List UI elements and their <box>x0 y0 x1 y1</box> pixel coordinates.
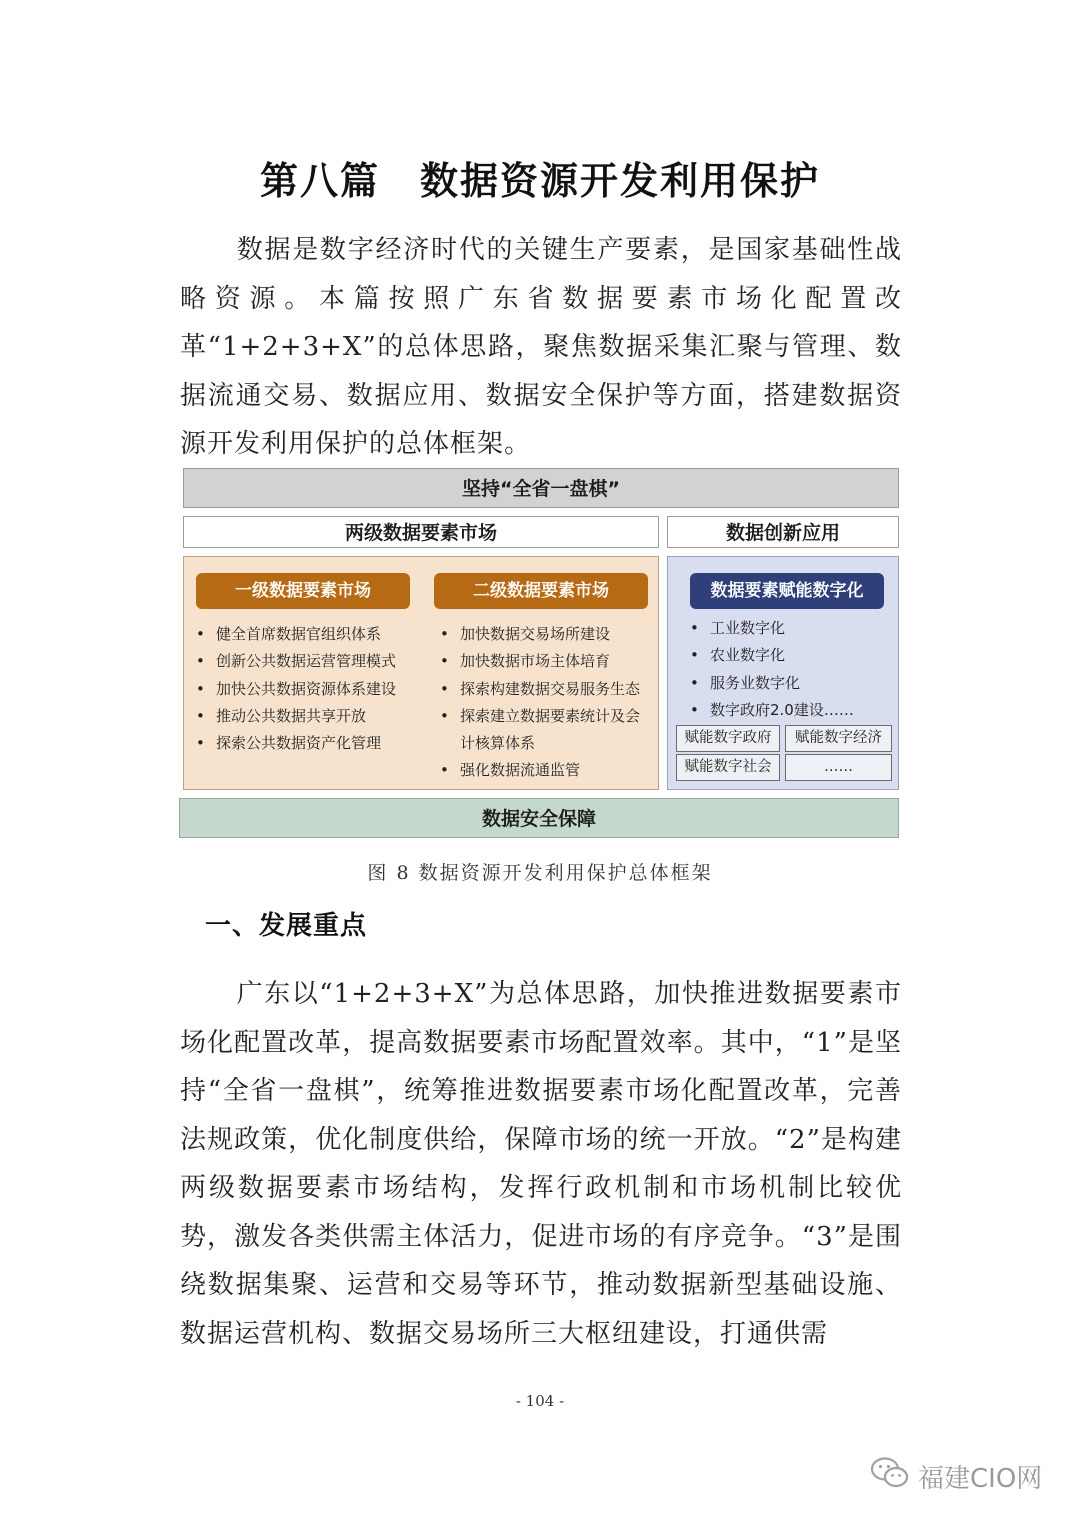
primary-market-title: 一级数据要素市场 <box>196 573 410 609</box>
secondary-market-list <box>434 621 640 785</box>
figure-caption: 图 8 数据资源开发利用保护总体框架 <box>367 862 713 884</box>
tag-economy: 赋能数字经济 <box>785 725 892 752</box>
list-item: • 加快数据市场主体培育 <box>434 648 640 675</box>
list-item: • 探索建立数据要素统计及会 <box>434 703 640 730</box>
list-item: • 工业数字化 <box>684 615 854 642</box>
list-item: 计核算体系 <box>460 734 536 753</box>
watermark <box>870 1456 1042 1496</box>
list-item: • 加快数据交易场所建设 <box>434 621 640 648</box>
page-title: 第八篇 数据资源开发利用保护 <box>259 159 820 203</box>
digitalization-panel <box>667 556 899 790</box>
body-paragraph: 广东以“1+2+3+X”为总体思路，加快推进数据要素市场化配置改革，提高数据要素市场配置效率。其中，“1”是坚持“全省一盘棋”，统筹推进数据要素市场化配置改革，完善法规政策，优化制度供给，保障市场的统一开放。“2”是构建两级数据要素市场结构，发挥行政机制和市场机制比较优势，激发各类供需主体活力，促进市场的有序竞争。“3”是围绕数据集聚、运营和交易等环节，推动数据新型基础设施、数据运营机构、数据交易场所三大枢纽建设，打通供需 <box>180 979 902 1349</box>
list-item: • 数字政府2.0建设…… <box>684 697 854 724</box>
watermark-text: 福建CIO网 <box>918 1463 1043 1494</box>
top-banner: 坚持“全省一盘棋” <box>183 468 899 508</box>
tag-government: 赋能数字政府 <box>676 725 780 752</box>
list-item: • 探索构建数据交易服务生态 <box>434 676 640 703</box>
secondary-market-title: 二级数据要素市场 <box>434 573 648 609</box>
digitalization-title: 数据要素赋能数字化 <box>690 573 884 609</box>
section-heading: 一、发展重点 <box>205 911 368 941</box>
wechat-icon <box>870 1456 910 1497</box>
list-item: • 强化数据流通监管 <box>434 757 640 784</box>
list-item: • 农业数字化 <box>684 642 854 669</box>
security-banner: 数据安全保障 <box>179 798 899 838</box>
primary-market-list <box>190 621 396 757</box>
list-item: • 加快公共数据资源体系建设 <box>190 676 396 703</box>
digitalization-list <box>684 615 854 724</box>
two-level-market-header: 两级数据要素市场 <box>183 516 659 548</box>
market-panel <box>183 556 659 790</box>
innovation-application-header: 数据创新应用 <box>667 516 899 548</box>
page-number: - 104 - <box>515 1392 565 1410</box>
list-item: • 创新公共数据运营管理模式 <box>190 648 396 675</box>
tag-more: …… <box>785 754 892 781</box>
intro-paragraph: 数据是数字经济时代的关键生产要素，是国家基础性战略资源。本篇按照广东省数据要素市场化配置改革“1+2+3+X”的总体思路，聚焦数据采集汇聚与管理、数据流通交易、数据应用、数据安全保护等方面，搭建数据资源开发利用保护的总体框架。 <box>180 235 902 459</box>
list-item: • 推动公共数据共享开放 <box>190 703 396 730</box>
list-item: • 服务业数字化 <box>684 670 854 697</box>
list-item: • 健全首席数据官组织体系 <box>190 621 396 648</box>
list-item: • 探索公共数据资产化管理 <box>190 730 396 757</box>
tag-society: 赋能数字社会 <box>676 754 780 781</box>
